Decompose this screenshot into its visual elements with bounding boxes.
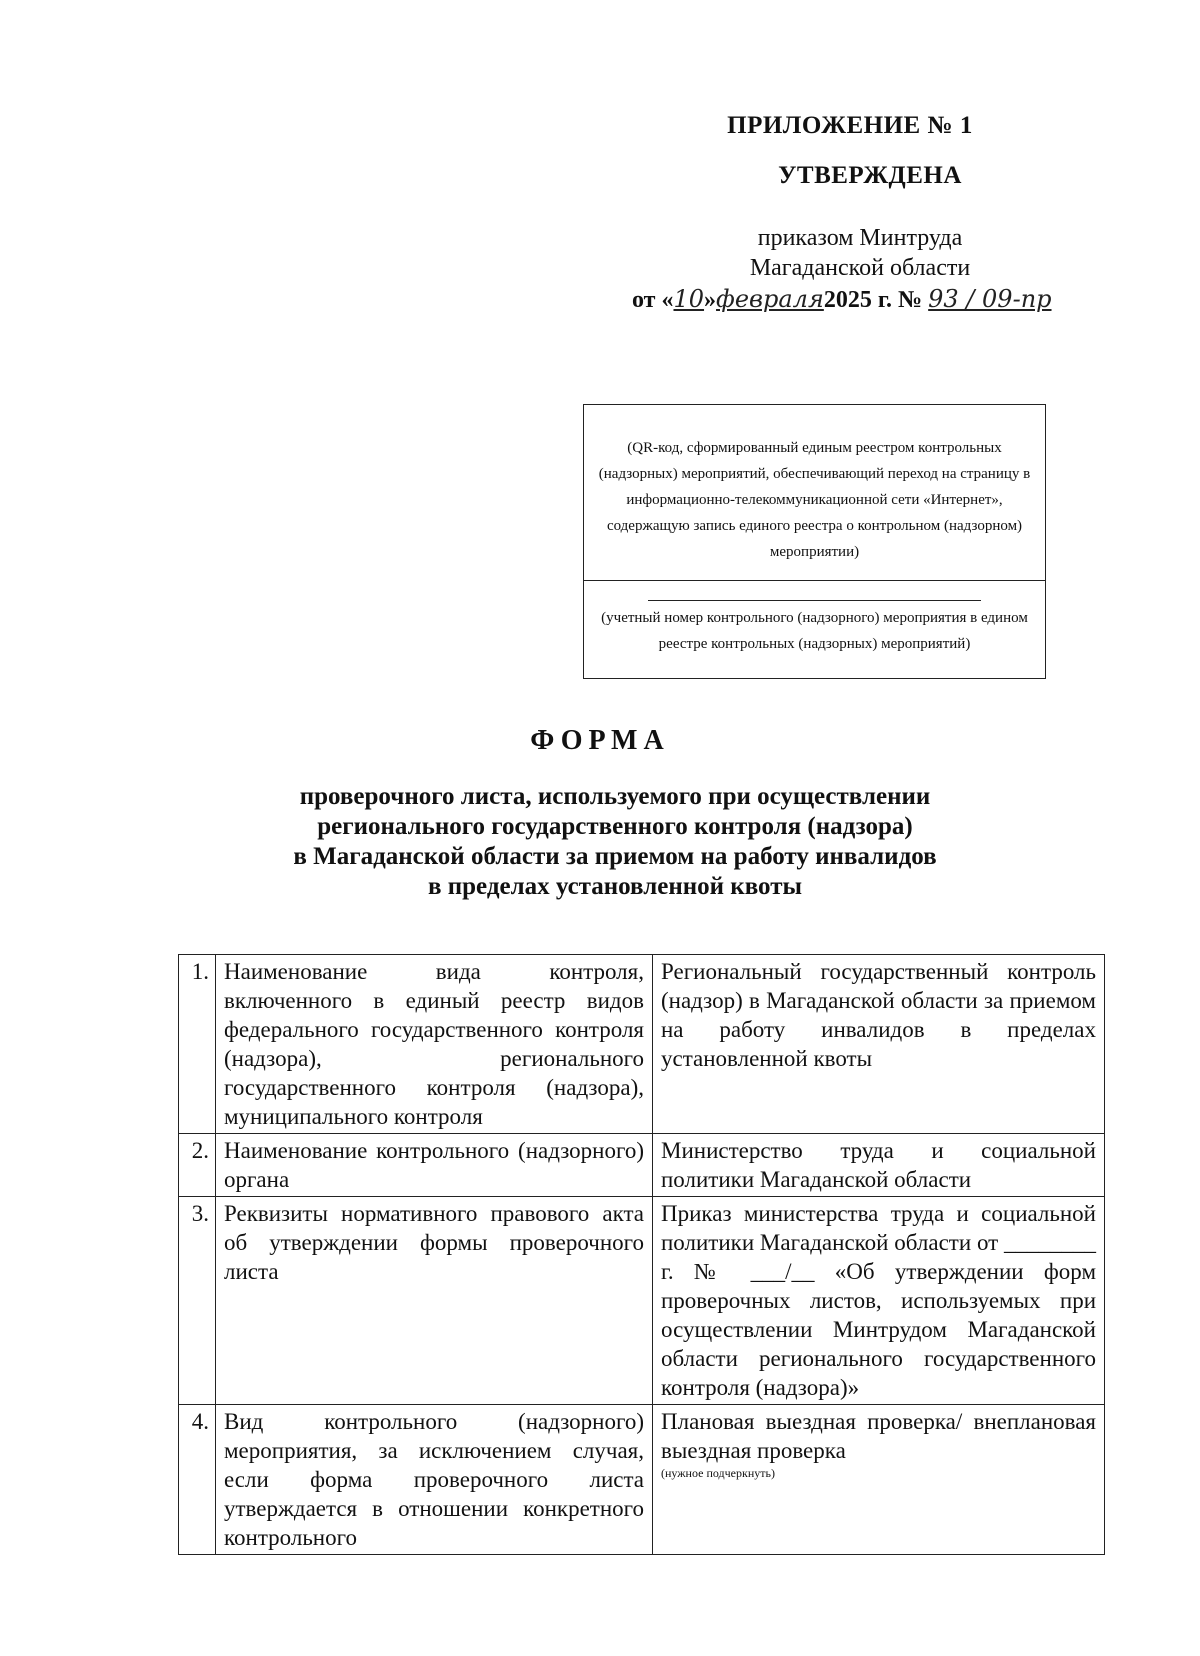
row-value bbox=[653, 1405, 1105, 1555]
row-label: Наименование вида контроля, включенного в единый реестр видов федерального государственного контроля (надзора), регионального государственного контроля (надзора), муниципального контроля bbox=[216, 955, 653, 1134]
date-prefix: от « bbox=[632, 287, 674, 313]
subtitle-line: проверочного листа, используемого при осуществлении bbox=[299, 783, 931, 810]
row-number: 2. bbox=[179, 1134, 216, 1197]
approved-heading: УТВЕРЖДЕНА bbox=[778, 162, 962, 189]
form-title: ФОРМА bbox=[530, 725, 670, 756]
registration-number-caption: (учетный номер контрольного (надзорного) мероприятия в едином реестре контрольных (надзорных) мероприятий) bbox=[601, 610, 1028, 652]
checklist-info-table bbox=[178, 954, 1105, 1555]
appendix-heading: ПРИЛОЖЕНИЕ № 1 bbox=[727, 112, 973, 139]
qr-code-box bbox=[583, 404, 1046, 679]
subtitle-line: в Магаданской области за приемом на работу инвалидов bbox=[293, 843, 937, 870]
row-value-text: Плановая выездная проверка/ внеплановая выездная проверка bbox=[661, 1409, 1096, 1463]
table-row bbox=[179, 1405, 1105, 1555]
order-number-handwritten: 93 / 09-пр bbox=[928, 285, 1052, 313]
subtitle-line: регионального государственного контроля (надзора) bbox=[317, 813, 913, 840]
date-day-handwritten: 10 bbox=[673, 285, 705, 313]
underline-note: (нужное подчеркнуть) bbox=[661, 1466, 775, 1480]
row-value: Приказ министерства труда и социальной политики Магаданской области от ________ г. № ___/__ «Об утверждении форм проверочных листов, используемых при осуществлении Минтрудом Магаданской области регионального государственного контроля (надзора)» bbox=[653, 1197, 1105, 1405]
row-label: Вид контрольного (надзорного) мероприятия, за исключением случая, если форма проверочного листа утверждается в отношении конкретного контрольного bbox=[216, 1405, 653, 1555]
date-mid: » bbox=[704, 287, 717, 313]
qr-caption: (QR-код, сформированный единым реестром контрольных (надзорных) мероприятий, обеспечивающий переход на страницу в информационно-телекоммуникационной сети «Интернет», содержащую запись единого реестра о контрольном (надзорном) мероприятии) bbox=[598, 440, 1031, 560]
registration-number-blank bbox=[648, 600, 981, 601]
order-by-line: приказом Минтруда bbox=[757, 225, 963, 251]
row-label: Реквизиты нормативного правового акта об утверждении формы проверочного листа bbox=[216, 1197, 653, 1405]
table-row bbox=[179, 1197, 1105, 1405]
date-year: 2025 г. № bbox=[823, 287, 923, 313]
table-row bbox=[179, 1134, 1105, 1197]
form-subtitle bbox=[220, 782, 1010, 902]
qr-box-divider bbox=[584, 580, 1045, 581]
order-date-number-line bbox=[632, 285, 1152, 314]
table-row bbox=[179, 955, 1105, 1134]
row-value: Региональный государственный контроль (надзор) в Магаданской области за приемом на работу инвалидов в пределах установленной квоты bbox=[653, 955, 1105, 1134]
subtitle-line: в пределах установленной квоты bbox=[428, 873, 802, 900]
date-month-handwritten: февраля bbox=[716, 285, 824, 313]
row-number: 4. bbox=[179, 1405, 216, 1555]
order-region-line: Магаданской области bbox=[749, 255, 971, 281]
row-number: 1. bbox=[179, 955, 216, 1134]
row-label: Наименование контрольного (надзорного) органа bbox=[216, 1134, 653, 1197]
row-value: Министерство труда и социальной политики Магаданской области bbox=[653, 1134, 1105, 1197]
row-number: 3. bbox=[179, 1197, 216, 1405]
